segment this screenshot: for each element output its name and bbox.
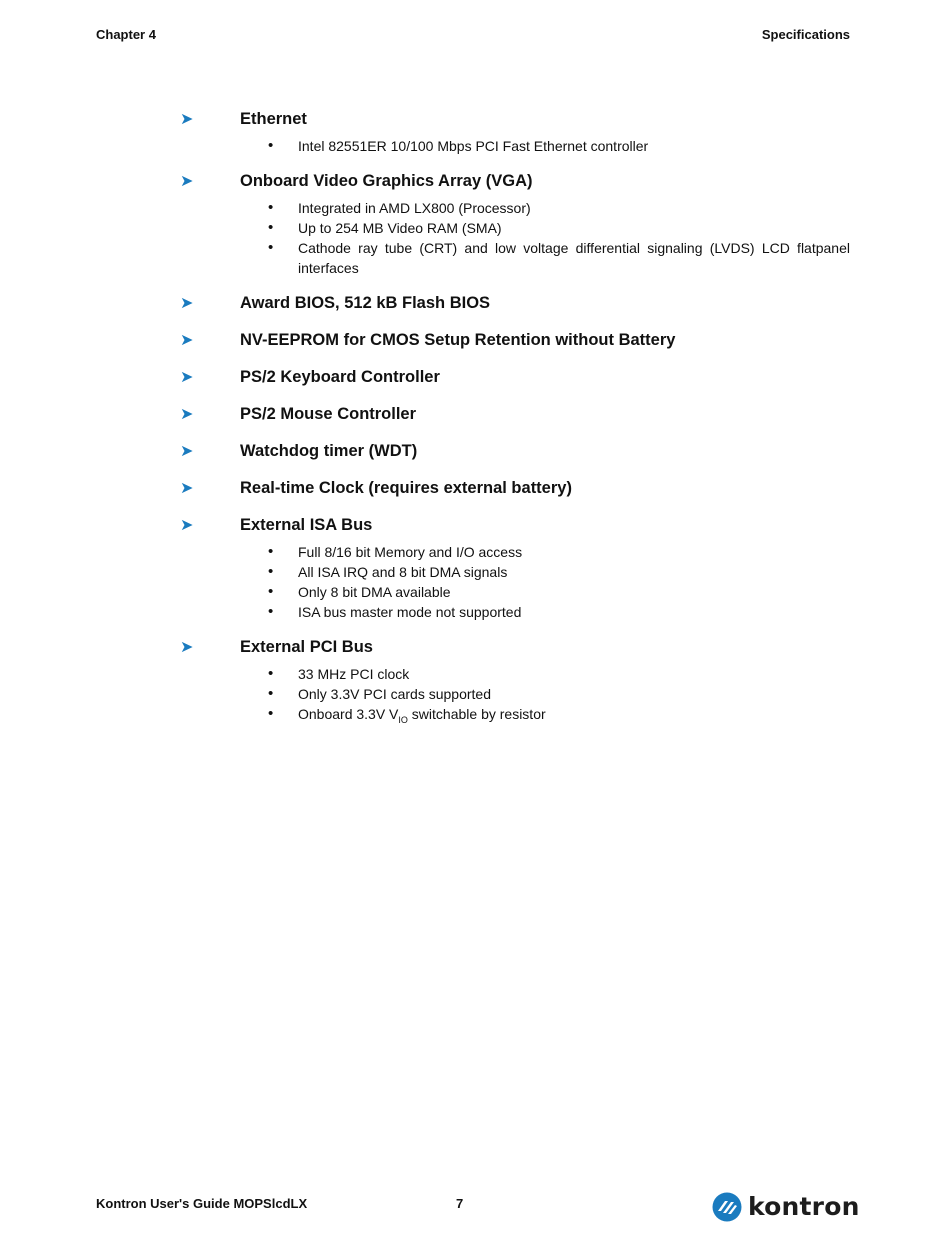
spec-section bbox=[180, 403, 850, 426]
footer-guide-title: Kontron User's Guide MOPSlcdLX bbox=[96, 1196, 308, 1211]
arrow-bullet-icon: ➤ bbox=[180, 332, 194, 349]
arrow-bullet-icon: ➤ bbox=[180, 111, 194, 128]
arrow-bullet-icon: ➤ bbox=[180, 406, 194, 423]
spec-section bbox=[180, 514, 850, 622]
spec-section-heading bbox=[180, 514, 850, 537]
spec-section bbox=[180, 636, 850, 730]
spec-section bbox=[180, 108, 850, 156]
spec-item: • Only 3.3V PCI cards supported bbox=[268, 684, 850, 704]
spec-section-title: Ethernet bbox=[240, 110, 307, 128]
arrow-bullet-icon: ➤ bbox=[180, 480, 194, 497]
arrow-bullet-icon: ➤ bbox=[180, 443, 194, 460]
spec-item-text: switchable by resistor bbox=[407, 706, 546, 722]
spec-item-list bbox=[268, 136, 850, 156]
spec-section-title: Award BIOS, 512 kB Flash BIOS bbox=[240, 294, 491, 312]
spec-list bbox=[180, 108, 850, 744]
spec-item-subscript: IO bbox=[398, 714, 408, 725]
spec-section-title: PS/2 Keyboard Controller bbox=[240, 368, 440, 386]
spec-section-heading bbox=[180, 403, 850, 426]
spec-section bbox=[180, 329, 850, 352]
header-section-title: Specifications bbox=[761, 27, 850, 42]
spec-section-title: Real-time Clock (requires external battery) bbox=[240, 479, 572, 497]
spec-section-heading bbox=[180, 440, 850, 463]
spec-item: • 33 MHz PCI clock bbox=[268, 664, 850, 684]
spec-item: • All ISA IRQ and 8 bit DMA signals bbox=[268, 562, 850, 582]
spec-item: • Intel 82551ER 10/100 Mbps PCI Fast Ethernet controller bbox=[268, 136, 850, 156]
arrow-bullet-icon: ➤ bbox=[180, 369, 194, 386]
spec-section-heading bbox=[180, 366, 850, 389]
arrow-bullet-icon: ➤ bbox=[180, 639, 194, 656]
spec-item: • Cathode ray tube (CRT) and low voltage differential signaling (LVDS) LCD flatpanel interfaces bbox=[268, 238, 850, 278]
spec-section bbox=[180, 292, 850, 315]
spec-item bbox=[268, 704, 850, 730]
kontron-logo-wordmark: kontron bbox=[748, 1192, 860, 1221]
spec-section-heading bbox=[180, 477, 850, 500]
header-chapter: Chapter 4 bbox=[96, 27, 156, 42]
arrow-bullet-icon: ➤ bbox=[180, 295, 194, 312]
spec-item: • ISA bus master mode not supported bbox=[268, 602, 850, 622]
spec-section-heading bbox=[180, 108, 850, 131]
spec-section bbox=[180, 170, 850, 278]
spec-section-title: External PCI Bus bbox=[240, 638, 373, 656]
spec-item: • Integrated in AMD LX800 (Processor) bbox=[268, 198, 850, 218]
spec-item: • Up to 254 MB Video RAM (SMA) bbox=[268, 218, 850, 238]
arrow-bullet-icon: ➤ bbox=[180, 517, 194, 534]
spec-section-title: NV-EEPROM for CMOS Setup Retention without Battery bbox=[240, 331, 676, 349]
kontron-logo bbox=[712, 1192, 860, 1222]
spec-section-title: Watchdog timer (WDT) bbox=[240, 442, 418, 460]
spec-section-title: PS/2 Mouse Controller bbox=[240, 405, 417, 423]
spec-section bbox=[180, 440, 850, 463]
spec-section-heading bbox=[180, 329, 850, 352]
page-number: 7 bbox=[456, 1196, 464, 1211]
spec-section-title: Onboard Video Graphics Array (VGA) bbox=[240, 172, 533, 190]
spec-section-heading bbox=[180, 292, 850, 315]
spec-section-title: External ISA Bus bbox=[240, 516, 373, 534]
spec-section bbox=[180, 366, 850, 389]
kontron-logo-icon bbox=[712, 1192, 742, 1222]
arrow-bullet-icon: ➤ bbox=[180, 173, 194, 190]
spec-item: • Only 8 bit DMA available bbox=[268, 582, 850, 602]
spec-item-list bbox=[268, 198, 850, 278]
spec-item: • Full 8/16 bit Memory and I/O access bbox=[268, 542, 850, 562]
spec-item-text: Onboard 3.3V V bbox=[298, 706, 399, 722]
spec-section-heading bbox=[180, 636, 850, 659]
spec-section bbox=[180, 477, 850, 500]
spec-item-list bbox=[268, 542, 850, 622]
spec-item-list bbox=[268, 664, 850, 730]
spec-section-heading bbox=[180, 170, 850, 193]
